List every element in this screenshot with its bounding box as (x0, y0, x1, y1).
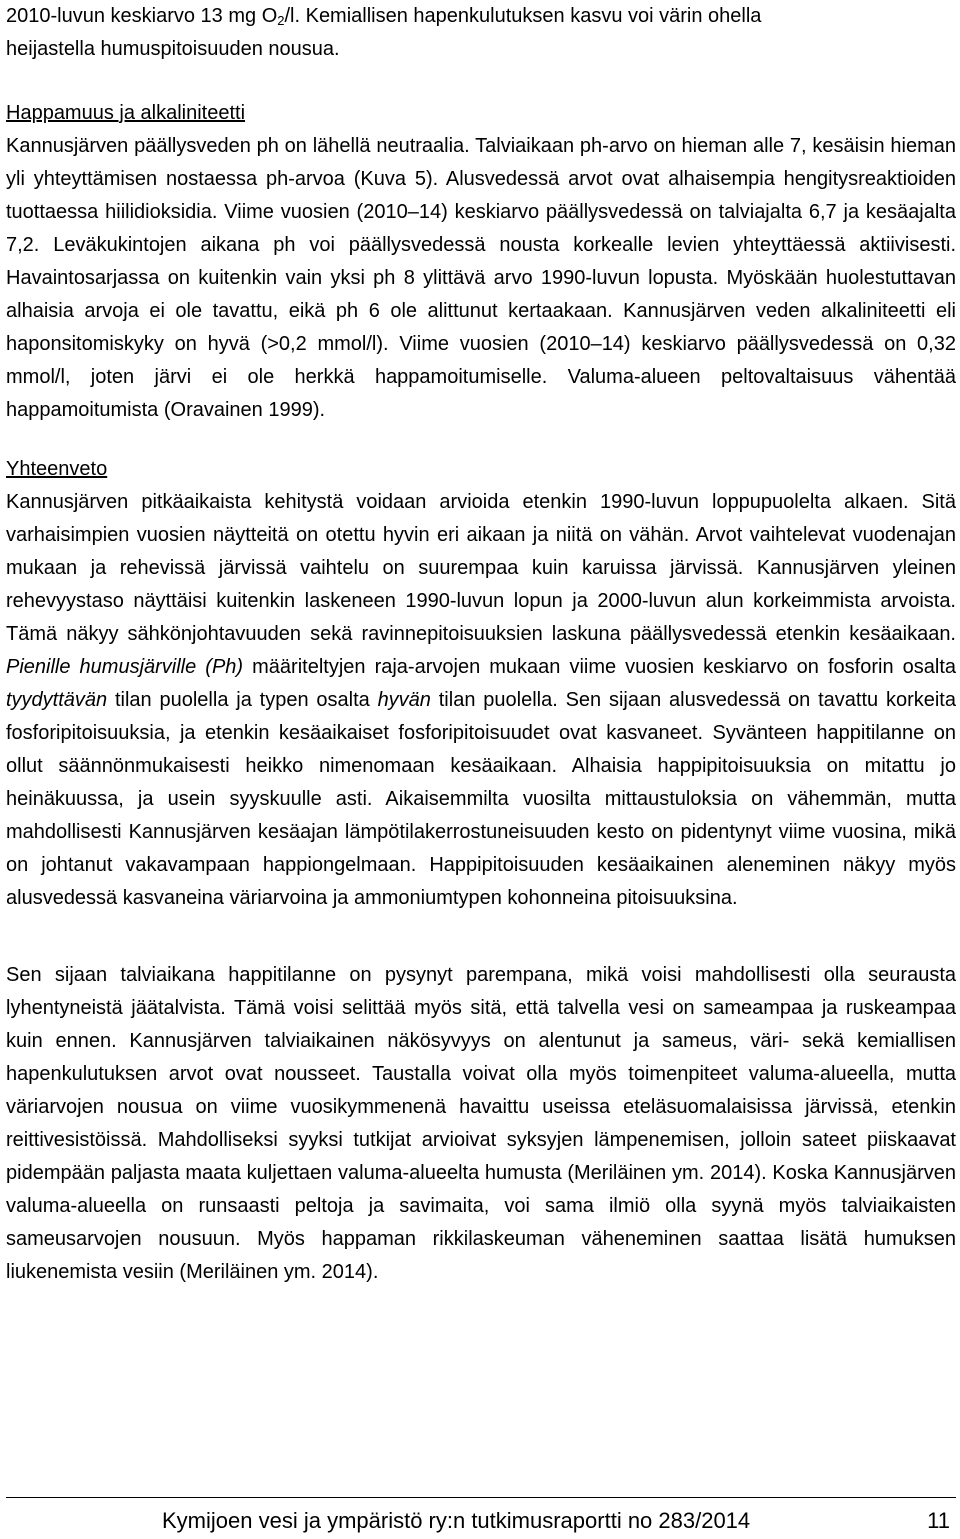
paragraph-summary-1: Kannusjärven pitkäaikaista kehitystä voidaan arvioida etenkin 1990-luvun loppupuolelta alkaen. Sitä varhaisimpien vuosien näytteitä on otettu hyvin eri aikaan ja niitä on vähän. Arvot vaihtelevat vuodenajan mukaan ja rehevissä järvissä vaihtelu on suurempaa kuin karuissa järvissä. Kannusjärven yleinen rehevyystaso näyttäisi kuitenkin laskeneen 1990-luvun lopun ja 2000-luvun alun korkeimmista arvoista. Tämä näkyy sähkönjohtavuuden sekä ravinnepitoisuuksien laskuna päällysvedessä etenkin kesäaikaan. Pienille humusjärville (Ph) määriteltyjen raja-arvojen mukaan viime vuosien keskiarvo on fosforin osalta tyydyttävän tilan puolella ja typen osalta hyvän tilan puolella. Sen sijaan alusvedessä on tavattu korkeita fosforipitoisuuksia, ja etenkin kesäaikaiset fosforipitoisuudet ovat kasvaneet. Syvänteen happitilanne on ollut säännönmukaisesti heikko nimenomaan kesäaikaan. Alhaisia happipitoisuuksia on mitattu jo heinäkuussa, ja usein syyskuulle asti. Aikaisemmilta vuosilta mittaustuloksia on vähemmän, mutta mahdollisesti Kannusjärven kesäajan lämpötilakerrostuneisuuden kesto on pidentynyt viime vuosina, mikä on johtanut vakavampaan happiongelmaan. Happipitoisuuden kesäaikainen aleneminen näkyy myös alusvedessä kasvaneina väriarvoina ja ammoniumtypen kohonneina pitoisuuksina. (6, 491, 956, 909)
paragraph-summary-2: Sen sijaan talviaikana happitilanne on pysynyt parempana, mikä voisi mahdollisesti olla seurausta lyhentyneistä jäätalvista. Tämä voisi selittää myös sitä, että talvella vesi on sameampaa ja ruskeampaa kuin ennen. Kannusjärven talviaikainen näkösyvyys on alentunut ja sameus, väri- sekä kemiallisen hapenkulutuksen arvot ovat nousseet. Taustalla voivat olla myös toimenpiteet valuma-alueella, mutta väriarvojen nousua on viime vuosikymmenenä havaittu useissa eteläsuomalaisissa järvissä, etenkin reittivesistöissä. Mahdolliseksi syyksi tutkijat arvioivat syksyjen lämpenemisen, jolloin sateet piiskaavat pidempään paljasta maata kuljettaen valuma-alueelta humusta (Meriläinen ym. 2014). Koska Kannusjärven valuma-alueella on runsaasti peltoja ja savimaita, voi sama ilmiö olla syynä myös talviaikaisten sameusarvojen nousuun. Myös happaman rikkilaskeuman väheneminen saattaa lisätä humuksen liukenemista vesiin (Meriläinen ym. 2014). (6, 964, 956, 1283)
document-page (6, 0, 956, 1289)
italic-term: Pienille humusjärville (Ph) (6, 656, 244, 678)
intro-line-1: 2010-luvun keskiarvo 13 mg $O_2/l$. Kemiallisen hapenkulutuksen kasvu voi värin ohella (6, 5, 762, 28)
paragraph-acidity: Kannusjärven päällysveden ph on lähellä neutraalia. Talviaikaan ph-arvo on hieman alle 7, kesäisin hieman yli yhteyttämisen nostaessa ph-arvoa (Kuva 5). Alusvedessä arvot ovat alhaisempia hengitysreaktioiden tuottaessa hiilidioksidia. Viime vuosien (2010–14) keskiarvo päällysvedessä on talviajalta 6,7 ja kesäajalta 7,2. Leväkukintojen aikana ph voi päällysvedessä nousta korkealle levien yhteyttäessä aktiivisesti. Havaintosarjassa on kuitenkin vain yksi ph 8 ylittävä arvo 1990-luvun lopusta. Myöskään huolestuttavan alhaisia arvoja ei ole tavattu, eikä ph 6 ole alittunut kertaakaan. Kannusjärven veden alkaliniteetti eli haponsitomiskyky on hyvä (>0,2 mmol/l). Viime vuosien (2010–14) keskiarvo päällysvedessä on 0,32 mmol/l, joten järvi ei ole herkkä happamoitumiselle. Valuma-alueen peltovaltaisuus vähentää happamoitumista (Oravainen 1999). (6, 135, 956, 421)
section-heading-acidity: Happamuus ja alkaliniteetti (6, 102, 246, 124)
intro-line-2: heijastella humuspitoisuuden nousua. (6, 38, 340, 60)
footer-divider (6, 1497, 956, 1498)
italic-term: hyvän (377, 689, 431, 711)
subscript: 2 (277, 13, 285, 28)
footer-report-title: Kymijoen vesi ja ympäristö ry:n tutkimusraportti no 283/2014 (162, 1508, 751, 1533)
page-number: 11 (927, 1508, 950, 1533)
intro-text (6, 0, 956, 66)
italic-term: tyydyttävän (6, 689, 108, 711)
section-heading-summary: Yhteenveto (6, 458, 108, 480)
